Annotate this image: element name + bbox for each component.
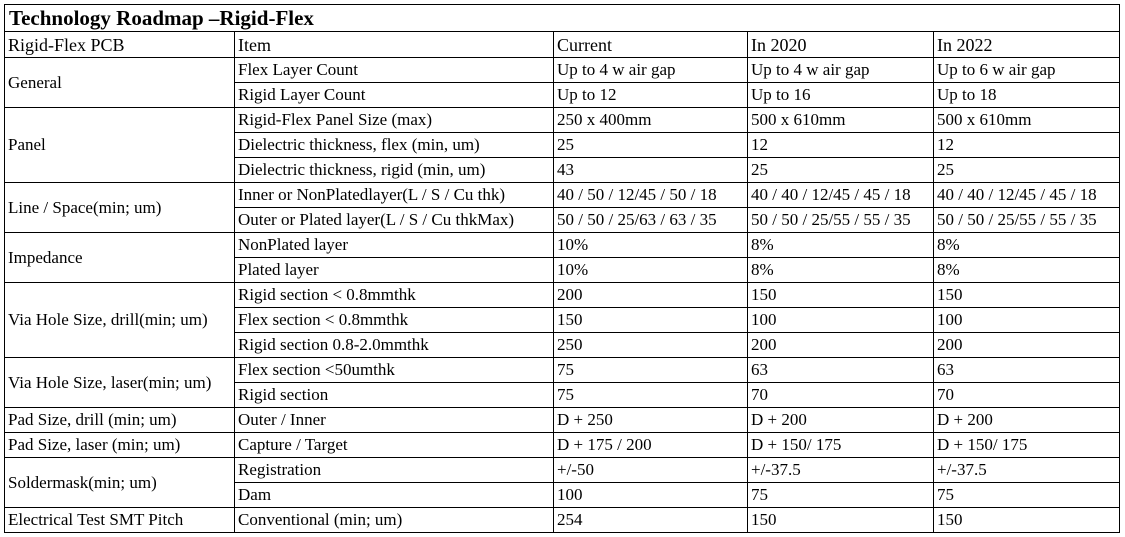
current-value-cell: 100 — [554, 483, 748, 508]
value-2020-cell: 8% — [748, 258, 934, 283]
header-2020: In 2020 — [748, 32, 934, 58]
current-value-cell: 40 / 50 / 12/45 / 50 / 18 — [554, 183, 748, 208]
item-cell: Dielectric thickness, flex (min, um) — [235, 133, 554, 158]
value-2020-cell: D + 150/ 175 — [748, 433, 934, 458]
item-cell: Registration — [235, 458, 554, 483]
current-value-cell: Up to 4 w air gap — [554, 58, 748, 83]
item-cell: Conventional (min; um) — [235, 508, 554, 533]
value-2020-cell: D + 200 — [748, 408, 934, 433]
item-cell: Rigid section 0.8-2.0mmthk — [235, 333, 554, 358]
value-2022-cell: 50 / 50 / 25/55 / 55 / 35 — [934, 208, 1120, 233]
value-2022-cell: 100 — [934, 308, 1120, 333]
item-cell: Dam — [235, 483, 554, 508]
current-value-cell: 150 — [554, 308, 748, 333]
value-2022-cell: 40 / 40 / 12/45 / 45 / 18 — [934, 183, 1120, 208]
table-row — [5, 358, 1120, 383]
item-cell: Outer or Plated layer(L / S / Cu thkMax) — [235, 208, 554, 233]
item-cell: Outer / Inner — [235, 408, 554, 433]
current-value-cell: 50 / 50 / 25/63 / 63 / 35 — [554, 208, 748, 233]
value-2020-cell: Up to 16 — [748, 83, 934, 108]
table-row — [5, 108, 1120, 133]
value-2020-cell: 25 — [748, 158, 934, 183]
value-2020-cell: 40 / 40 / 12/45 / 45 / 18 — [748, 183, 934, 208]
category-cell: Pad Size, drill (min; um) — [5, 408, 235, 433]
item-cell: NonPlated layer — [235, 233, 554, 258]
value-2022-cell: +/-37.5 — [934, 458, 1120, 483]
current-value-cell: D + 175 / 200 — [554, 433, 748, 458]
current-value-cell: 200 — [554, 283, 748, 308]
value-2020-cell: 50 / 50 / 25/55 / 55 / 35 — [748, 208, 934, 233]
table-row — [5, 408, 1120, 433]
value-2020-cell: 8% — [748, 233, 934, 258]
current-value-cell: +/-50 — [554, 458, 748, 483]
table-row — [5, 58, 1120, 83]
item-cell: Dielectric thickness, rigid (min, um) — [235, 158, 554, 183]
item-cell: Capture / Target — [235, 433, 554, 458]
value-2022-cell: 150 — [934, 508, 1120, 533]
value-2020-cell: 200 — [748, 333, 934, 358]
item-cell: Inner or NonPlatedlayer(L / S / Cu thk) — [235, 183, 554, 208]
current-value-cell: 10% — [554, 233, 748, 258]
table-row — [5, 183, 1120, 208]
table-row — [5, 233, 1120, 258]
item-cell: Plated layer — [235, 258, 554, 283]
value-2020-cell: Up to 4 w air gap — [748, 58, 934, 83]
table-row — [5, 433, 1120, 458]
current-value-cell: 254 — [554, 508, 748, 533]
current-value-cell: 250 x 400mm — [554, 108, 748, 133]
value-2020-cell: +/-37.5 — [748, 458, 934, 483]
value-2020-cell: 150 — [748, 508, 934, 533]
current-value-cell: 10% — [554, 258, 748, 283]
value-2020-cell: 63 — [748, 358, 934, 383]
value-2022-cell: D + 200 — [934, 408, 1120, 433]
value-2020-cell: 500 x 610mm — [748, 108, 934, 133]
roadmap-table-container — [4, 4, 1120, 533]
category-cell: Impedance — [5, 233, 235, 283]
header-rigid-flex-pcb: Rigid-Flex PCB — [5, 32, 235, 58]
current-value-cell: 43 — [554, 158, 748, 183]
value-2020-cell: 12 — [748, 133, 934, 158]
value-2022-cell: 25 — [934, 158, 1120, 183]
header-2022: In 2022 — [934, 32, 1120, 58]
value-2022-cell: D + 150/ 175 — [934, 433, 1120, 458]
value-2022-cell: 8% — [934, 233, 1120, 258]
current-value-cell: 75 — [554, 383, 748, 408]
current-value-cell: 250 — [554, 333, 748, 358]
item-cell: Flex section < 0.8mmthk — [235, 308, 554, 333]
value-2022-cell: 200 — [934, 333, 1120, 358]
category-cell: Via Hole Size, drill(min; um) — [5, 283, 235, 358]
header-item: Item — [235, 32, 554, 58]
current-value-cell: 75 — [554, 358, 748, 383]
title-row — [5, 5, 1120, 32]
value-2020-cell: 75 — [748, 483, 934, 508]
current-value-cell: D + 250 — [554, 408, 748, 433]
item-cell: Rigid Layer Count — [235, 83, 554, 108]
value-2022-cell: Up to 6 w air gap — [934, 58, 1120, 83]
category-cell: Via Hole Size, laser(min; um) — [5, 358, 235, 408]
table-row — [5, 508, 1120, 533]
item-cell: Rigid-Flex Panel Size (max) — [235, 108, 554, 133]
value-2020-cell: 70 — [748, 383, 934, 408]
category-cell: Soldermask(min; um) — [5, 458, 235, 508]
value-2022-cell: 12 — [934, 133, 1120, 158]
category-cell: Panel — [5, 108, 235, 183]
category-cell: Line / Space(min; um) — [5, 183, 235, 233]
current-value-cell: 25 — [554, 133, 748, 158]
category-cell: Electrical Test SMT Pitch — [5, 508, 235, 533]
current-value-cell: Up to 12 — [554, 83, 748, 108]
roadmap-table — [4, 4, 1120, 533]
value-2022-cell: Up to 18 — [934, 83, 1120, 108]
value-2022-cell: 150 — [934, 283, 1120, 308]
item-cell: Rigid section — [235, 383, 554, 408]
header-row — [5, 32, 1120, 58]
category-cell: Pad Size, laser (min; um) — [5, 433, 235, 458]
value-2022-cell: 500 x 610mm — [934, 108, 1120, 133]
category-cell: General — [5, 58, 235, 108]
value-2022-cell: 8% — [934, 258, 1120, 283]
item-cell: Flex Layer Count — [235, 58, 554, 83]
item-cell: Flex section <50umthk — [235, 358, 554, 383]
value-2020-cell: 150 — [748, 283, 934, 308]
value-2022-cell: 70 — [934, 383, 1120, 408]
table-row — [5, 458, 1120, 483]
value-2022-cell: 75 — [934, 483, 1120, 508]
item-cell: Rigid section < 0.8mmthk — [235, 283, 554, 308]
table-title: Technology Roadmap –Rigid-Flex — [5, 5, 1120, 32]
table-row — [5, 283, 1120, 308]
header-current: Current — [554, 32, 748, 58]
value-2022-cell: 63 — [934, 358, 1120, 383]
value-2020-cell: 100 — [748, 308, 934, 333]
